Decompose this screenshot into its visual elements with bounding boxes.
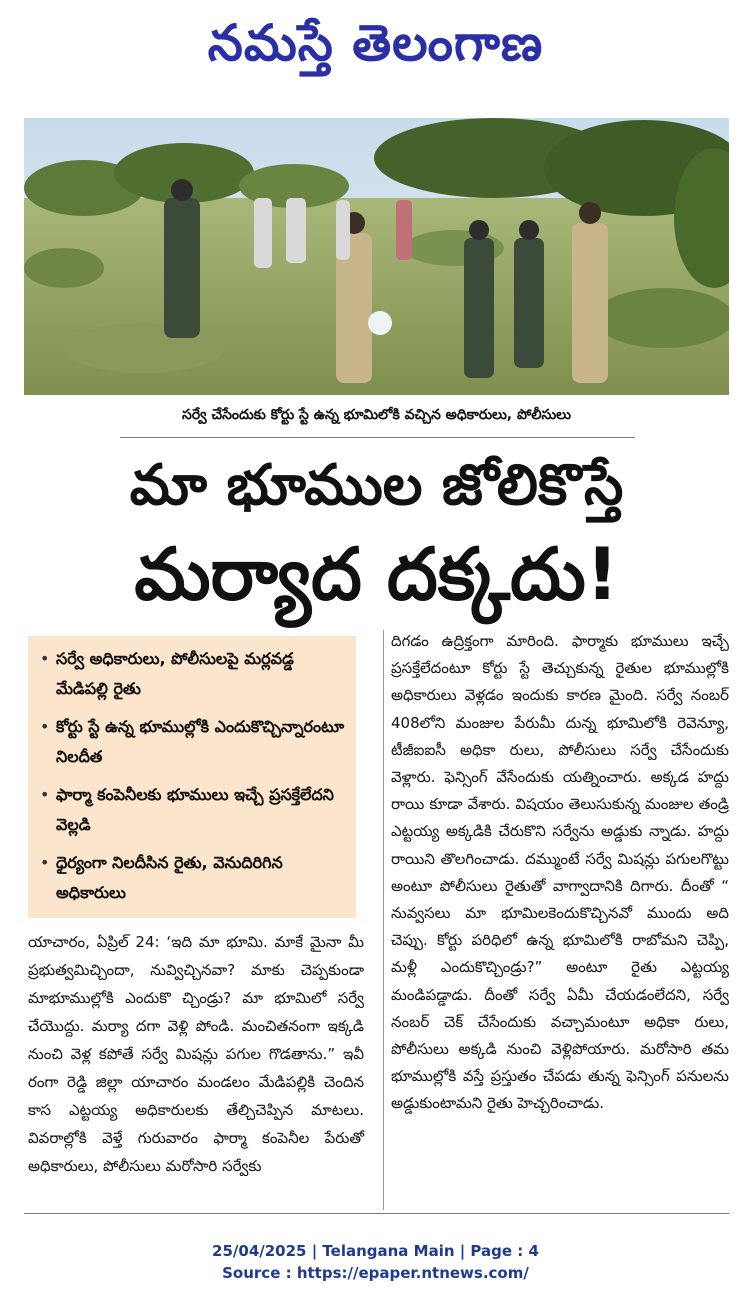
highlight-item bbox=[40, 780, 346, 840]
photo-caption: సర్వే చేసేందుకు కోర్టు స్టే ఉన్న భూమిలోకి వచ్చిన అధికారులు, పోలీసులు bbox=[182, 407, 571, 423]
article-body-right: దిగడం ఉద్రిక్తంగా మారింది. ఫార్మాకు భూములు ఇచ్చే ప్రసక్తేలేదంటూ కోర్టు స్టే తెచ్చుకున్న రైతుల భూముల్లోకి అధికారులు వెళ్లడం ఇందుకు కారణ మైంది. సర్వే నంబర్ 408లోని మంజుల పేరుమీ దున్న భూమిలోకి రెవెన్యూ, టీజీఐఐసీ అధికా రులు, పోలీసులు సర్వే చేసేందుకు వెళ్లారు. ఫెన్సింగ్ వేసేందుకు యత్నించారు. అక్కడ హద్దు రాయి కూడా వేశారు. విషయం తెలుసుకున్న మంజుల తండ్రి ఎట్టయ్య అక్కడికి చేరుకొని సర్వేను అడ్డుకు న్నాడు. హద్దు రాయిని తొలగించాడు. దమ్ముంటే సర్వే మిషన్లు పగులగొట్టు అంటూ పోలీసులు రైతుతో వాగ్వాదానికి దిగారు. దీంతో “ నువ్వసలు మా భూమిలకెందుకొచ్చినవో ముందు అది చెప్పు. కోర్టు పరిధిలో ఉన్న భూమిలోకి రాబోమని చెప్పి, మళ్లీ ఎందుకొచ్చిండ్రు?” అంటూ రైతు ఎట్టయ్య మండిపడ్డాడు. దీంతో సర్వే ఏమీ చేయడంలేదని, సర్వే నంబర్ చెక్ చేసేందుకు వచ్చామంటూ అధికా రులు, పోలీసులు అక్కడి నుంచి వెళ్లిపోయారు. మరోసారి తమ భూముల్లోకి వస్తే ప్రస్తుతం చేపడు తున్న ఫెన్సింగ్ పనులను అడ్డుకుంటామని రైతు హెచ్చరించాడు. bbox=[391, 632, 729, 1113]
headline-line2: మర్యాద దక్కదు! bbox=[134, 532, 619, 616]
highlight-item bbox=[40, 848, 346, 908]
column-divider bbox=[383, 630, 384, 1210]
footer-source-link[interactable]: Source : https://epaper.ntnews.com/ bbox=[222, 1264, 529, 1282]
highlight-text: సర్వే అధికారులు, పోలీసులపై మర్లవడ్డ మేడిపల్లి రైతు bbox=[56, 649, 294, 698]
news-photo-illustration bbox=[24, 118, 729, 395]
highlight-item bbox=[40, 712, 346, 772]
footer-dateline: 25/04/2025 | Telangana Main | Page : 4 bbox=[212, 1242, 539, 1260]
caption-rule bbox=[120, 437, 635, 438]
news-photo bbox=[24, 118, 729, 395]
highlight-text: కోర్టు స్టే ఉన్న భూముల్లోకి ఎందుకొచ్చిన్నారంటూ నిలదీత bbox=[56, 717, 345, 766]
highlight-item bbox=[40, 644, 346, 704]
bullet-icon: • bbox=[40, 649, 50, 668]
bullet-icon: • bbox=[40, 717, 50, 736]
bottom-rule bbox=[24, 1213, 729, 1214]
bullet-icon: • bbox=[40, 785, 50, 804]
footer bbox=[0, 1240, 751, 1288]
masthead bbox=[0, 8, 751, 78]
highlight-text: ఫార్మా కంపెనీలకు భూములు ఇచ్చే ప్రసక్తేలేదని వెల్లడి bbox=[56, 785, 334, 834]
headline-line1: మా భూముల జోలికొస్తే bbox=[129, 453, 624, 518]
highlights-box bbox=[28, 636, 356, 918]
masthead-title: నమస్తే తెలంగాణ bbox=[207, 13, 544, 72]
article-body-left: యాచారం, ఏప్రిల్ 24: ‘ఇది మా భూమి. మాకే మైనా మీ ప్రభుత్వమిచ్చిందా, నువ్విచ్చినవా? మాకు చెప్పకుండా మాభూముల్లోకి ఎందుకొ చ్చిండ్రు? మా భూమిలో సర్వే చేయొద్దు. మర్యా దగా వెళ్లి పోండి. మంచితనంగా ఇక్కడి నుంచి వెళ్ల కపోతే సర్వే మిషన్లు పగుల గొడతాను.” ఇవీ రంగా రెడ్డి జిల్లా యాచారం మండలం మేడిపల్లికి చెందిన కాస ఎట్టయ్య అధికారులకు తేల్చిచెప్పిన మాటలు. వివరాల్లోకి వెళ్తే గురువారం ఫార్మా కంపెనీల పేరుతో అధికారులు, పోలీసులు మరోసారి సర్వేకు bbox=[28, 933, 364, 1175]
bullet-icon: • bbox=[40, 853, 50, 872]
highlight-text: ధైర్యంగా నిలదీసిన రైతు, వెనుదిరిగిన అధికారులు bbox=[56, 853, 283, 902]
